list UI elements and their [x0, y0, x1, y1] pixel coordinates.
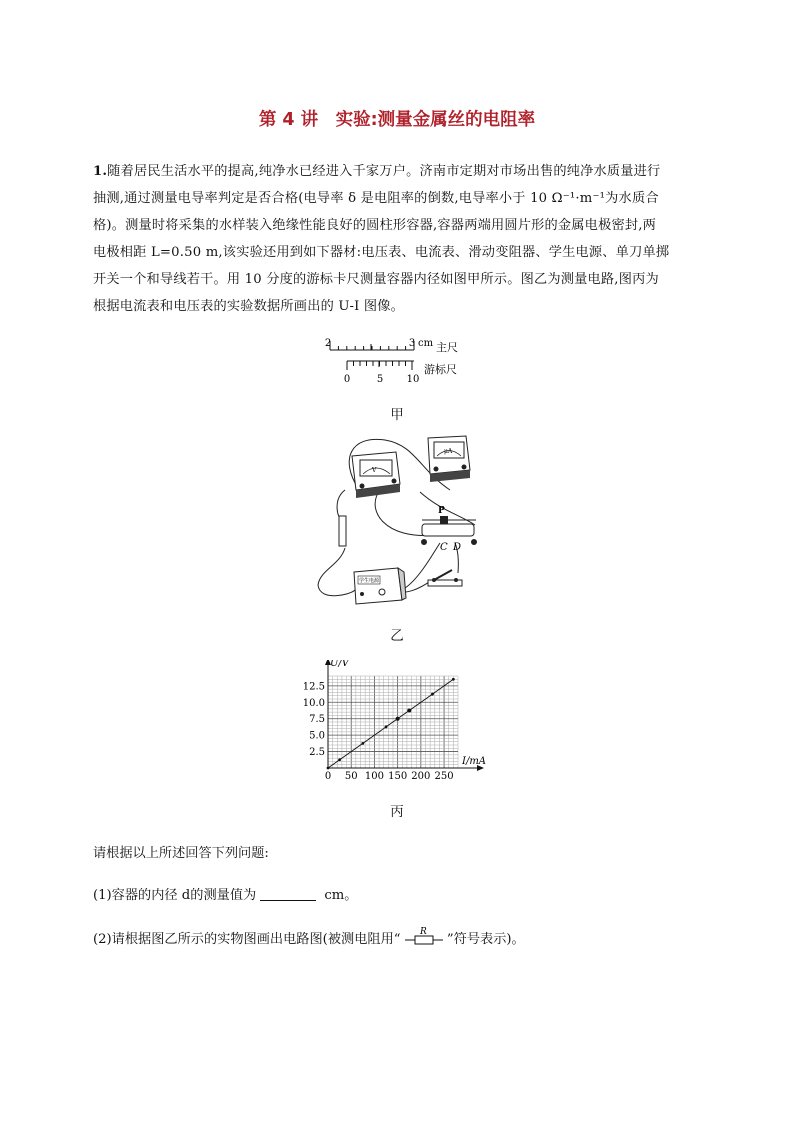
single-pole-switch: [428, 570, 462, 586]
problem-line: 随着居民生活水平的提高,纯净水已经进入千家万户。济南市定期对市场出售的纯净水质量进行: [107, 164, 661, 179]
x-tick-label: 100: [364, 771, 384, 782]
circuit-apparatus-figure: [310, 430, 500, 610]
slider-label: P: [438, 506, 445, 516]
y-tick-label: 12.5: [302, 681, 325, 693]
main-tick-label: 2: [324, 338, 332, 349]
problem-text: [93, 158, 703, 320]
voltmeter-label: V: [372, 467, 377, 474]
x-tick-label: 150: [388, 771, 408, 782]
main-unit: cm: [418, 338, 434, 349]
terminal-d-label: D: [453, 542, 462, 553]
main-tick-label: 3: [408, 338, 416, 349]
x-axis-label: I/mA: [462, 756, 487, 767]
voltmeter: [352, 452, 400, 498]
y-tick-label: 5.0: [309, 730, 325, 742]
x-tick-label: 0: [324, 771, 332, 782]
data-point: [338, 758, 341, 761]
x-tick-label: 200: [411, 771, 431, 782]
question-1: [93, 884, 357, 903]
question-2-tail: ”符号表示)。: [446, 932, 525, 947]
terminal-c-label: C: [440, 542, 448, 553]
page-title: 第 4 讲 实验:测量金属丝的电阻率: [258, 110, 536, 130]
y-tick-label: 10.0: [302, 697, 325, 709]
y-axis-label: U/V: [330, 660, 350, 669]
data-point: [327, 767, 330, 770]
student-power-supply: [354, 568, 406, 604]
figure-caption-jia: 甲: [390, 407, 404, 423]
figure-caption-bing: 丙: [390, 804, 404, 820]
questions-intro: 请根据以上所述回答下列问题:: [93, 846, 269, 861]
problem-line: 根据电流表和电压表的实验数据所画出的 U-I 图像。: [93, 299, 405, 314]
problem-line: 抽测,通过测量电导率判定是否合格(电导率 δ 是电阻率的倒数,电导率小于 10 Ω⁻¹·m⁻¹为水质合: [93, 191, 659, 206]
main-scale-label: 主尺: [436, 341, 458, 354]
question-1-unit: cm。: [320, 888, 358, 903]
resistor-symbol-label: R: [419, 927, 427, 937]
vernier-tick-label: 5: [376, 374, 384, 385]
water-sample-container: [339, 516, 346, 546]
figure-caption-yi: 乙: [390, 628, 404, 644]
x-tick-label: 250: [434, 771, 454, 782]
microammeter: [428, 436, 470, 482]
x-tick-label: 50: [344, 771, 358, 782]
data-point: [431, 693, 434, 696]
question-1-text: (1)容器的内径 d的测量值为: [93, 888, 257, 903]
data-point: [385, 726, 388, 729]
question-2-text: (2)请根据图乙所示的实物图画出电路图(被测电阻用“: [93, 932, 401, 947]
problem-line: 电极相距 L=0.50 m,该实验还用到如下器材:电压表、电流表、滑动变阻器、学生电源、单刀单掷: [93, 245, 670, 260]
vernier-tick-label: 10: [406, 374, 420, 385]
problem-line: 格)。测量时将采集的水样装入绝缘性能良好的圆柱形容器,容器两端用圆片形的金属电极密封,两: [93, 218, 657, 233]
power-supply-label: 学生电源: [359, 578, 380, 584]
sliding-rheostat: [421, 506, 477, 553]
y-tick-label: 7.5: [309, 714, 325, 726]
vernier-scale-label: 游标尺: [424, 363, 457, 376]
ammeter-label: μA: [444, 448, 453, 455]
problem-number: 1.: [93, 164, 108, 179]
y-tick-label: 2.5: [309, 747, 325, 759]
vernier-caliper-figure: [320, 336, 480, 388]
answer-blank[interactable]: [260, 887, 316, 901]
u-i-chart: [300, 660, 500, 785]
data-point-marker: [396, 717, 400, 721]
question-2: [93, 927, 525, 947]
problem-line: 开关一个和导线若干。用 10 分度的游标卡尺测量容器内径如图甲所示。图乙为测量电路,图丙为: [93, 272, 659, 287]
data-point-marker: [407, 709, 411, 713]
resistor-symbol-icon: [405, 927, 443, 947]
data-point: [452, 678, 455, 681]
vernier-tick-label: 0: [343, 374, 351, 385]
data-point: [361, 742, 364, 745]
